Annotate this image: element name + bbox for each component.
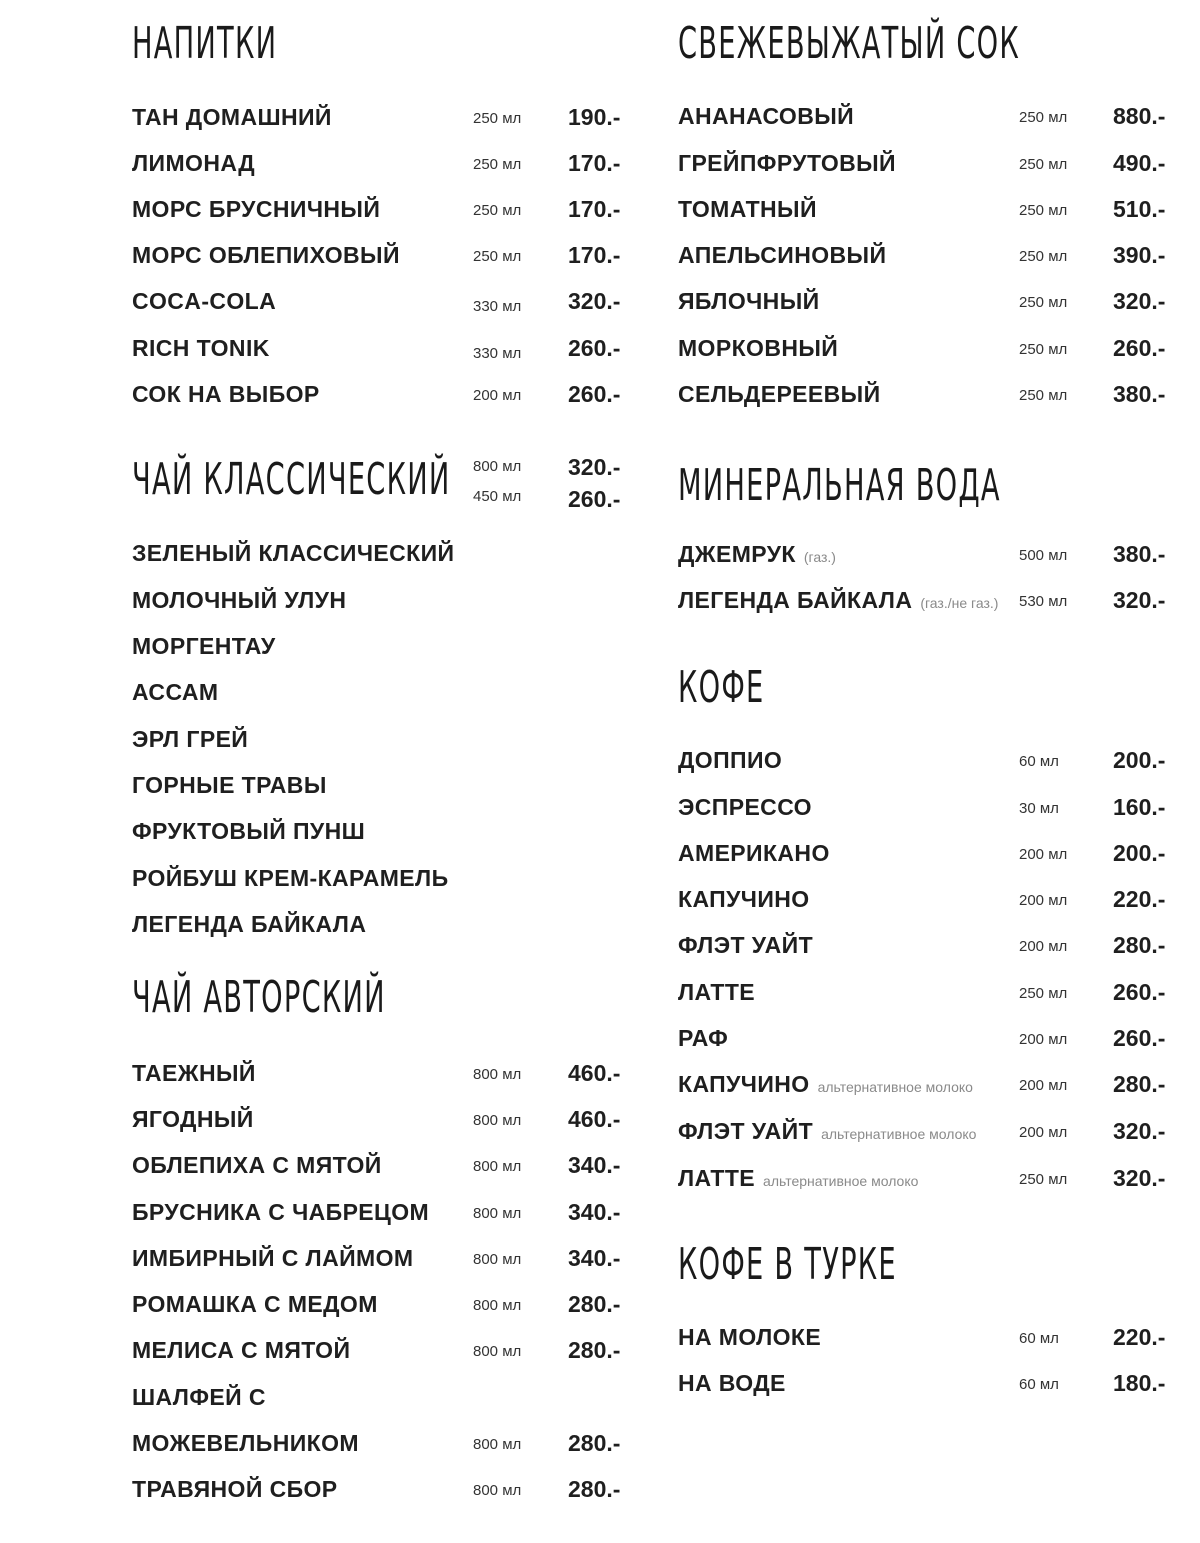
item-name: БРУСНИКА С ЧАБРЕЦОМ	[132, 1199, 430, 1225]
item-name: ЭРЛ ГРЕЙ	[132, 726, 249, 752]
item-volume: 800 мл	[473, 1158, 522, 1175]
item-price: 280.-	[1113, 932, 1166, 958]
item-volume: 800 мл	[473, 1343, 522, 1360]
menu-item	[0, 1322, 1200, 1352]
item-note: (газ./не газ.)	[920, 595, 999, 611]
item-price: 320.-	[1113, 288, 1166, 314]
item-note: (газ.)	[803, 549, 836, 565]
fresh-juice-heading: СВЕЖЕВЫЖАТЫЙ СОК	[678, 18, 1020, 69]
item-name: СЕЛЬДЕРЕЕВЫЙ	[678, 381, 881, 407]
menu-item	[0, 240, 1200, 270]
item-price: 260.-	[1113, 335, 1166, 361]
item-volume: 450 мл	[473, 488, 522, 505]
item-volume: 250 мл	[473, 110, 522, 127]
menu-item	[0, 1368, 1200, 1398]
item-volume: 800 мл	[473, 1112, 522, 1129]
item-volume: 800 мл	[473, 1205, 522, 1222]
item-price: 380.-	[1113, 541, 1166, 567]
menu-item	[0, 148, 1200, 178]
item-name: МОРГЕНТАУ	[132, 633, 276, 659]
item-volume: 250 мл	[1019, 109, 1068, 126]
menu-item	[0, 1116, 1200, 1146]
item-name: МЕЛИСА С МЯТОЙ	[132, 1337, 351, 1363]
item-name	[678, 585, 998, 618]
item-price: 280.-	[568, 1476, 621, 1502]
item-name: ЯБЛОЧНЫЙ	[678, 288, 820, 314]
item-name-text: ДЖЕМРУК	[678, 541, 796, 567]
item-volume: 330 мл	[473, 298, 522, 315]
item-price: 260.-	[568, 381, 621, 407]
menu-item	[0, 194, 1200, 224]
item-name-text: ФЛЭТ УАЙТ	[678, 1118, 814, 1144]
item-price: 260.-	[568, 335, 621, 361]
item-name: ДОППИО	[678, 747, 783, 773]
item-price: 390.-	[1113, 242, 1166, 268]
item-name: ОБЛЕПИХА С МЯТОЙ	[132, 1152, 382, 1178]
menu-item	[0, 1023, 1200, 1053]
item-volume: 60 мл	[1019, 1330, 1059, 1347]
menu-item	[0, 631, 1200, 661]
item-volume: 530 мл	[1019, 593, 1068, 610]
item-volume: 250 мл	[1019, 294, 1068, 311]
item-name: ЛЕГЕНДА БАЙКАЛА	[132, 911, 367, 937]
item-price: 280.-	[568, 1430, 621, 1456]
menu-item	[0, 379, 1200, 409]
menu-item	[0, 1163, 1200, 1193]
item-volume: 250 мл	[1019, 985, 1068, 1002]
coffee-heading: КОФЕ	[678, 662, 765, 713]
item-volume: 200 мл	[1019, 1124, 1068, 1141]
item-price: 320.-	[1113, 587, 1166, 613]
item-price: 190.-	[568, 104, 621, 130]
item-volume: 800 мл	[473, 1251, 522, 1268]
classic-tea-heading: ЧАЙ КЛАССИЧЕСКИЙ	[132, 454, 451, 505]
item-price: 490.-	[1113, 150, 1166, 176]
item-name-text: ЛЕГЕНДА БАЙКАЛА	[678, 587, 913, 613]
item-volume: 250 мл	[473, 248, 522, 265]
item-volume: 800 мл	[473, 458, 522, 475]
item-name: АМЕРИКАНО	[678, 840, 830, 866]
item-volume: 250 мл	[1019, 1171, 1068, 1188]
item-name: РАФ	[678, 1025, 729, 1051]
item-volume: 200 мл	[473, 387, 522, 404]
item-price: 200.-	[1113, 840, 1166, 866]
item-price: 380.-	[1113, 381, 1166, 407]
item-price: 260.-	[1113, 979, 1166, 1005]
item-name-text: ЛАТТЕ	[678, 1165, 756, 1191]
item-volume: 800 мл	[473, 1436, 522, 1453]
item-price: 180.-	[1113, 1370, 1166, 1396]
menu-item	[0, 1197, 1200, 1227]
item-name: МОРКОВНЫЙ	[678, 335, 839, 361]
menu-item	[0, 792, 1200, 822]
item-price: 260.-	[568, 486, 621, 512]
menu-item	[0, 1069, 1200, 1099]
item-name: ТОМАТНЫЙ	[678, 196, 817, 222]
item-name: ТАН ДОМАШНИЙ	[132, 104, 332, 130]
item-volume: 800 мл	[473, 1482, 522, 1499]
item-volume: 60 мл	[1019, 1376, 1059, 1393]
item-name: ЛАТТЕ	[678, 979, 756, 1005]
item-volume: 200 мл	[1019, 846, 1068, 863]
item-name: ГОРНЫЕ ТРАВЫ	[132, 772, 327, 798]
item-name: СОК НА ВЫБОР	[132, 381, 320, 407]
item-name: ЗЕЛЕНЫЙ КЛАССИЧЕСКИЙ	[132, 540, 455, 566]
item-name: ЯГОДНЫЙ	[132, 1106, 254, 1132]
item-volume: 800 мл	[473, 1066, 522, 1083]
item-name	[678, 539, 836, 572]
item-name: КАПУЧИНО	[678, 886, 810, 912]
item-price: 320.-	[568, 454, 621, 480]
item-name: АПЕЛЬСИНОВЫЙ	[678, 242, 887, 268]
item-volume: 250 мл	[1019, 156, 1068, 173]
item-price: 170.-	[568, 242, 621, 268]
item-volume: 60 мл	[1019, 753, 1059, 770]
item-name	[678, 1069, 973, 1102]
drinks-heading: НАПИТКИ	[132, 18, 278, 69]
item-note: альтернативное молоко	[763, 1173, 919, 1189]
mineral-water-heading: МИНЕРАЛЬНАЯ ВОДА	[678, 460, 1001, 511]
item-volume: 250 мл	[473, 202, 522, 219]
item-price: 340.-	[568, 1152, 621, 1178]
item-volume: 330 мл	[473, 345, 522, 362]
item-name: АССАМ	[132, 679, 219, 705]
item-note: альтернативное молоко	[817, 1079, 973, 1095]
menu-item	[0, 884, 1200, 914]
item-name: ЭСПРЕССО	[678, 794, 812, 820]
menu-item	[0, 977, 1200, 1007]
item-name: МОЖЕВЕЛЬНИКОМ	[132, 1430, 359, 1456]
item-price: 280.-	[568, 1291, 621, 1317]
item-volume: 200 мл	[1019, 938, 1068, 955]
item-price: 340.-	[568, 1199, 621, 1225]
menu-item	[0, 101, 1200, 131]
item-price: 320.-	[568, 288, 621, 314]
item-volume: 200 мл	[1019, 892, 1068, 909]
menu-item	[0, 286, 1200, 316]
item-name: ТРАВЯНОЙ СБОР	[132, 1476, 338, 1502]
item-price: 280.-	[1113, 1071, 1166, 1097]
menu-item	[0, 585, 1200, 615]
author-tea-heading: ЧАЙ АВТОРСКИЙ	[132, 972, 386, 1023]
item-name: МОЛОЧНЫЙ УЛУН	[132, 587, 347, 613]
item-price: 220.-	[1113, 1324, 1166, 1350]
menu-item	[0, 1243, 1200, 1273]
turkish-coffee-heading: КОФЕ В ТУРКЕ	[678, 1239, 897, 1290]
item-price: 170.-	[568, 196, 621, 222]
item-volume: 250 мл	[1019, 248, 1068, 265]
menu-item	[0, 333, 1200, 363]
item-price: 170.-	[568, 150, 621, 176]
tea-size-row	[0, 452, 1200, 482]
item-price: 280.-	[568, 1337, 621, 1363]
item-price: 880.-	[1113, 103, 1166, 129]
menu-item	[0, 930, 1200, 960]
item-name	[678, 1163, 918, 1196]
item-price: 200.-	[1113, 747, 1166, 773]
item-price: 160.-	[1113, 794, 1166, 820]
menu-item	[0, 539, 1200, 569]
menu-item	[0, 1289, 1200, 1319]
item-note: альтернативное молоко	[821, 1126, 977, 1142]
item-name: ИМБИРНЫЙ С ЛАЙМОМ	[132, 1245, 414, 1271]
menu-item	[0, 1428, 1200, 1458]
item-name: ЛИМОНАД	[132, 150, 255, 176]
menu-item	[0, 1474, 1200, 1504]
item-volume: 250 мл	[1019, 341, 1068, 358]
item-name: МОРС ОБЛЕПИХОВЫЙ	[132, 242, 400, 268]
item-name: COCA-COLA	[132, 288, 277, 314]
item-price: 460.-	[568, 1106, 621, 1132]
item-name: АНАНАСОВЫЙ	[678, 103, 855, 129]
item-price: 320.-	[1113, 1165, 1166, 1191]
item-price: 260.-	[1113, 1025, 1166, 1051]
item-name: ШАЛФЕЙ С	[132, 1384, 266, 1410]
menu-item	[0, 838, 1200, 868]
item-price: 340.-	[568, 1245, 621, 1271]
item-name	[678, 1116, 976, 1149]
item-name-text: КАПУЧИНО	[678, 1071, 810, 1097]
menu-item	[0, 677, 1200, 707]
item-name: НА ВОДЕ	[678, 1370, 786, 1396]
item-name: РОЙБУШ КРЕМ-КАРАМЕЛЬ	[132, 865, 449, 891]
item-volume: 200 мл	[1019, 1077, 1068, 1094]
item-price: 220.-	[1113, 886, 1166, 912]
item-price: 510.-	[1113, 196, 1166, 222]
item-name: МОРС БРУСНИЧНЫЙ	[132, 196, 381, 222]
item-price: 460.-	[568, 1060, 621, 1086]
item-name: ФРУКТОВЫЙ ПУНШ	[132, 818, 366, 844]
item-volume: 200 мл	[1019, 1031, 1068, 1048]
item-volume: 250 мл	[1019, 202, 1068, 219]
item-name: RICH TONIK	[132, 335, 270, 361]
item-volume: 800 мл	[473, 1297, 522, 1314]
item-volume: 250 мл	[1019, 387, 1068, 404]
item-volume: 30 мл	[1019, 800, 1059, 817]
item-price: 320.-	[1113, 1118, 1166, 1144]
tea-size-row	[0, 482, 1200, 512]
item-name: НА МОЛОКЕ	[678, 1324, 822, 1350]
item-name: ТАЕЖНЫЙ	[132, 1060, 256, 1086]
item-name: РОМАШКА С МЕДОМ	[132, 1291, 378, 1317]
menu-item	[0, 745, 1200, 775]
item-volume: 500 мл	[1019, 547, 1068, 564]
item-volume: 250 мл	[473, 156, 522, 173]
item-name: ГРЕЙПФРУТОВЫЙ	[678, 150, 896, 176]
item-name: ФЛЭТ УАЙТ	[678, 932, 814, 958]
